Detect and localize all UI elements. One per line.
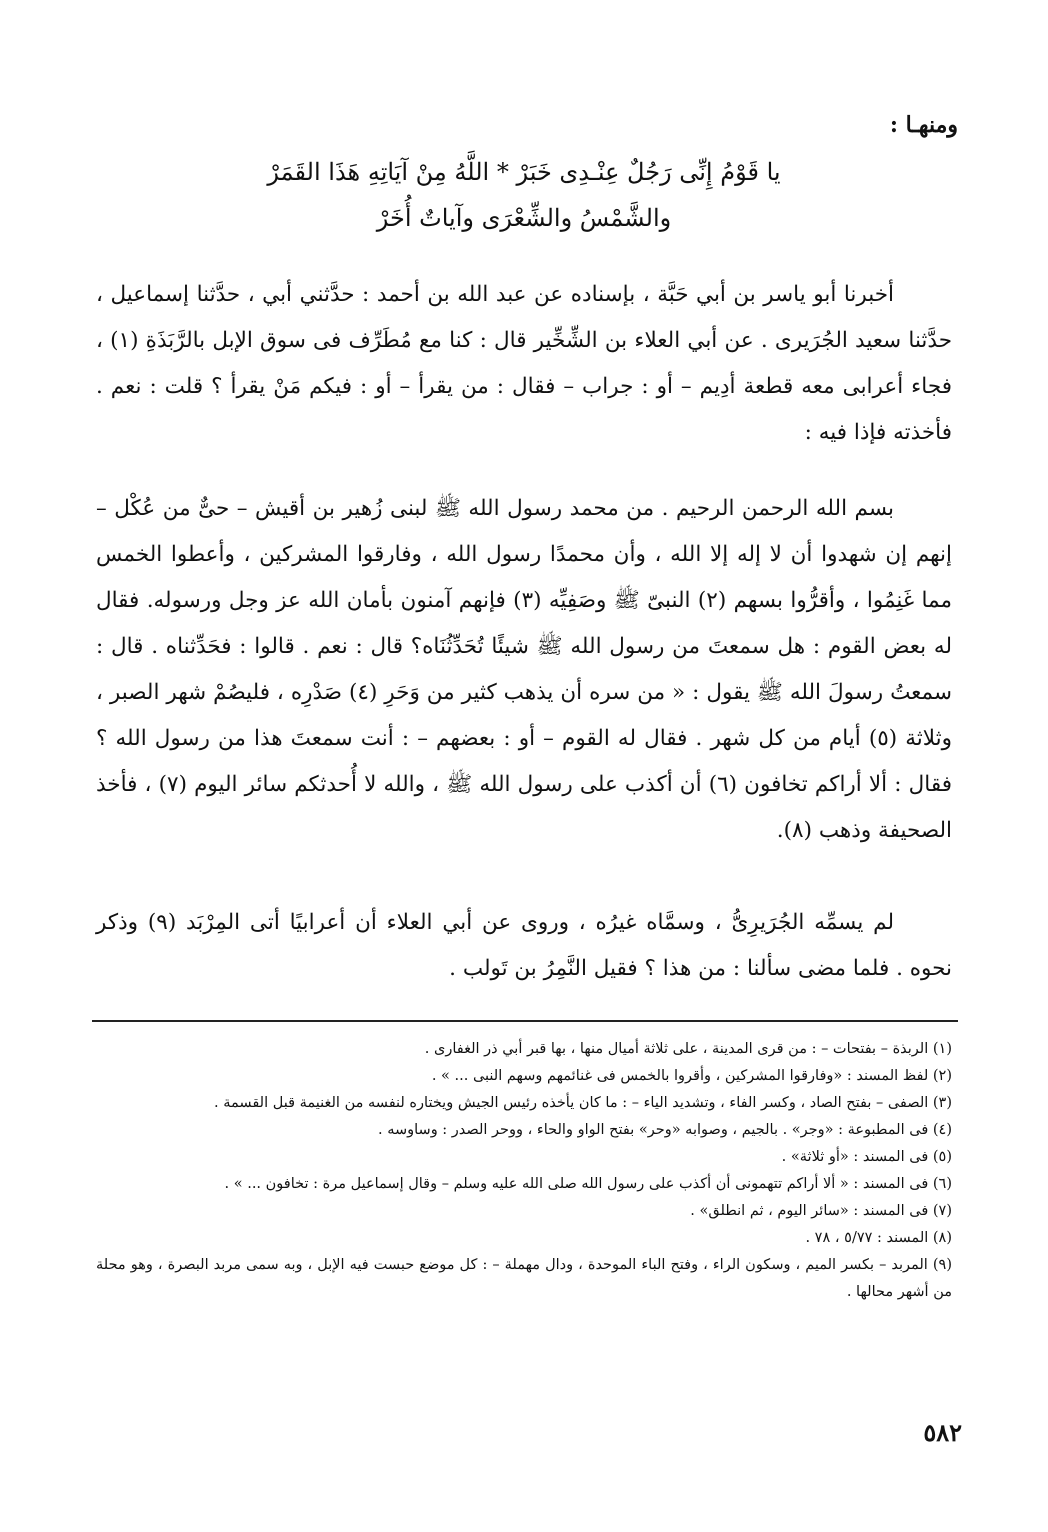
body-paragraph-2: بسم الله الرحمن الرحيم . من محمد رسول الله ﷺ لبنى زُهير بن أقيش – حىٌّ من عُكْل – إنهم إن شهدوا أن لا إله إلا الله ، وأن محمدًا رسول الله ، وفارقوا المشركين ، وأعطوا الخمس مما غَنِمُوا ، وأقرُّوا بسهم (٢) النبىّ ﷺ وصَفِيِّه (٣) فإنهم آمنون بأمان الله عز وجل ورسوله. فقال له بعض القوم : هل سمعتَ من رسول الله ﷺ شيئًا تُحَدِّثُنَاه؟ قال : نعم . قالوا : فحَدِّثناه . قال : سمعتُ رسولَ الله ﷺ يقول : « من سره أن يذهب كثير من وَحَرِ (٤) صَدْرِه ، فليصُمْ شهر الصبر ، وثلاثة (٥) أيام من كل شهر . فقال له القوم – أو : بعضهم – : أنت سمعتَ هذا من رسول الله ؟ فقال : ألا أراكم تخافون (٦) أن أكذب على رسول الله ﷺ ، والله لا أُحدثكم سائر اليوم (٧) ، فأخذ الصحيفة وذهب (٨). xyxy=(96,496,953,843)
footnote-1: (١) الربذة – بفتحات – : من قرى المدينة ، على ثلاثة أميال منها ، بها قبر أبي ذر الغفارى . xyxy=(424,1041,952,1057)
body-paragraph-1: أخبرنا أبو ياسر بن أبي حَبَّة ، بإسناده عن عبد الله بن أحمد : حدَّثني أبي ، حدَّثنا إسماعيل ، حدَّثنا سعيد الجُرَيرى . عن أبي العلاء بن الشِّخِّير قال : كنا مع مُطَرِّف فى سوق الإبل بالرَّبَذَةِ (١) ، فجاء أعرابى معه قطعة أدِيم – أو : جراب – فقال : من يقرأ – أو : فيكم مَنْ يقرأ ؟ قلت : نعم . فأخذته فإذا فيه : xyxy=(96,282,952,445)
footnote-2: (٢) لفظ المسند : «وفارقوا المشركين ، وأقروا بالخمس فى غنائمهم وسهم النبى ... » . xyxy=(431,1068,952,1084)
poem-verse-1: يا قَوْمُ إِنِّى رَجُلٌ عِنْـدِى خَبَرْ * اللَّهُ مِنْ آيَاتِهِ هَذَا القَمَرْ xyxy=(267,158,781,186)
footnote-6: (٦) فى المسند : « ألا أراكم تتهمونى أن أكذب على رسول الله صلى الله عليه وسلم – وقال إسماعيل مرة : تخافون ... » . xyxy=(224,1176,952,1192)
section-heading: ومنهـا : xyxy=(889,112,958,138)
footnote-3: (٣) الصفى – بفتح الصاد ، وكسر الفاء ، وتشديد الياء – : ما كان يأخذه رئيس الجيش ويختاره لنفسه من الغنيمة قبل القسمة . xyxy=(214,1095,952,1111)
footnotes-list xyxy=(96,1036,952,1306)
poem-verse-2: والشَّمْسُ والشِّعْرَى وآياتٌ أُخَرْ xyxy=(376,204,672,232)
footnote-9: (٩) المربد – بكسر الميم ، وسكون الراء ، وفتح الباء الموحدة ، ودال مهملة – : كل موضع حبست فيه الإبل ، وبه سمى مربد البصرة ، وهو محلة من أشهر محالها . xyxy=(96,1257,952,1300)
footnote-8: (٨) المسند : ٥/٧٧ ، ٧٨ . xyxy=(805,1230,952,1246)
footnote-7: (٧) فى المسند : «سائر اليوم ، ثم انطلق» . xyxy=(690,1203,952,1219)
footnote-divider xyxy=(92,1020,958,1022)
page-number: ٥٨٢ xyxy=(923,1418,962,1447)
body-paragraph-3: لم يسمِّه الجُرَيرِىُّ ، وسمَّاه غيرُه ، وروى عن أبي العلاء أن أعرابيًا أتى المِرْبَد (٩) وذكر نحوه . فلما مضى سألنا : من هذا ؟ فقيل النَّمِرُ بن تَولب . xyxy=(96,910,952,981)
footnote-5: (٥) فى المسند : «أو ثلاثة» . xyxy=(781,1149,952,1165)
footnote-4: (٤) فى المطبوعة : «وجر» . بالجيم ، وصوابه «وحر» بفتح الواو والحاء ، ووحر الصدر : وساوسه . xyxy=(377,1122,952,1138)
